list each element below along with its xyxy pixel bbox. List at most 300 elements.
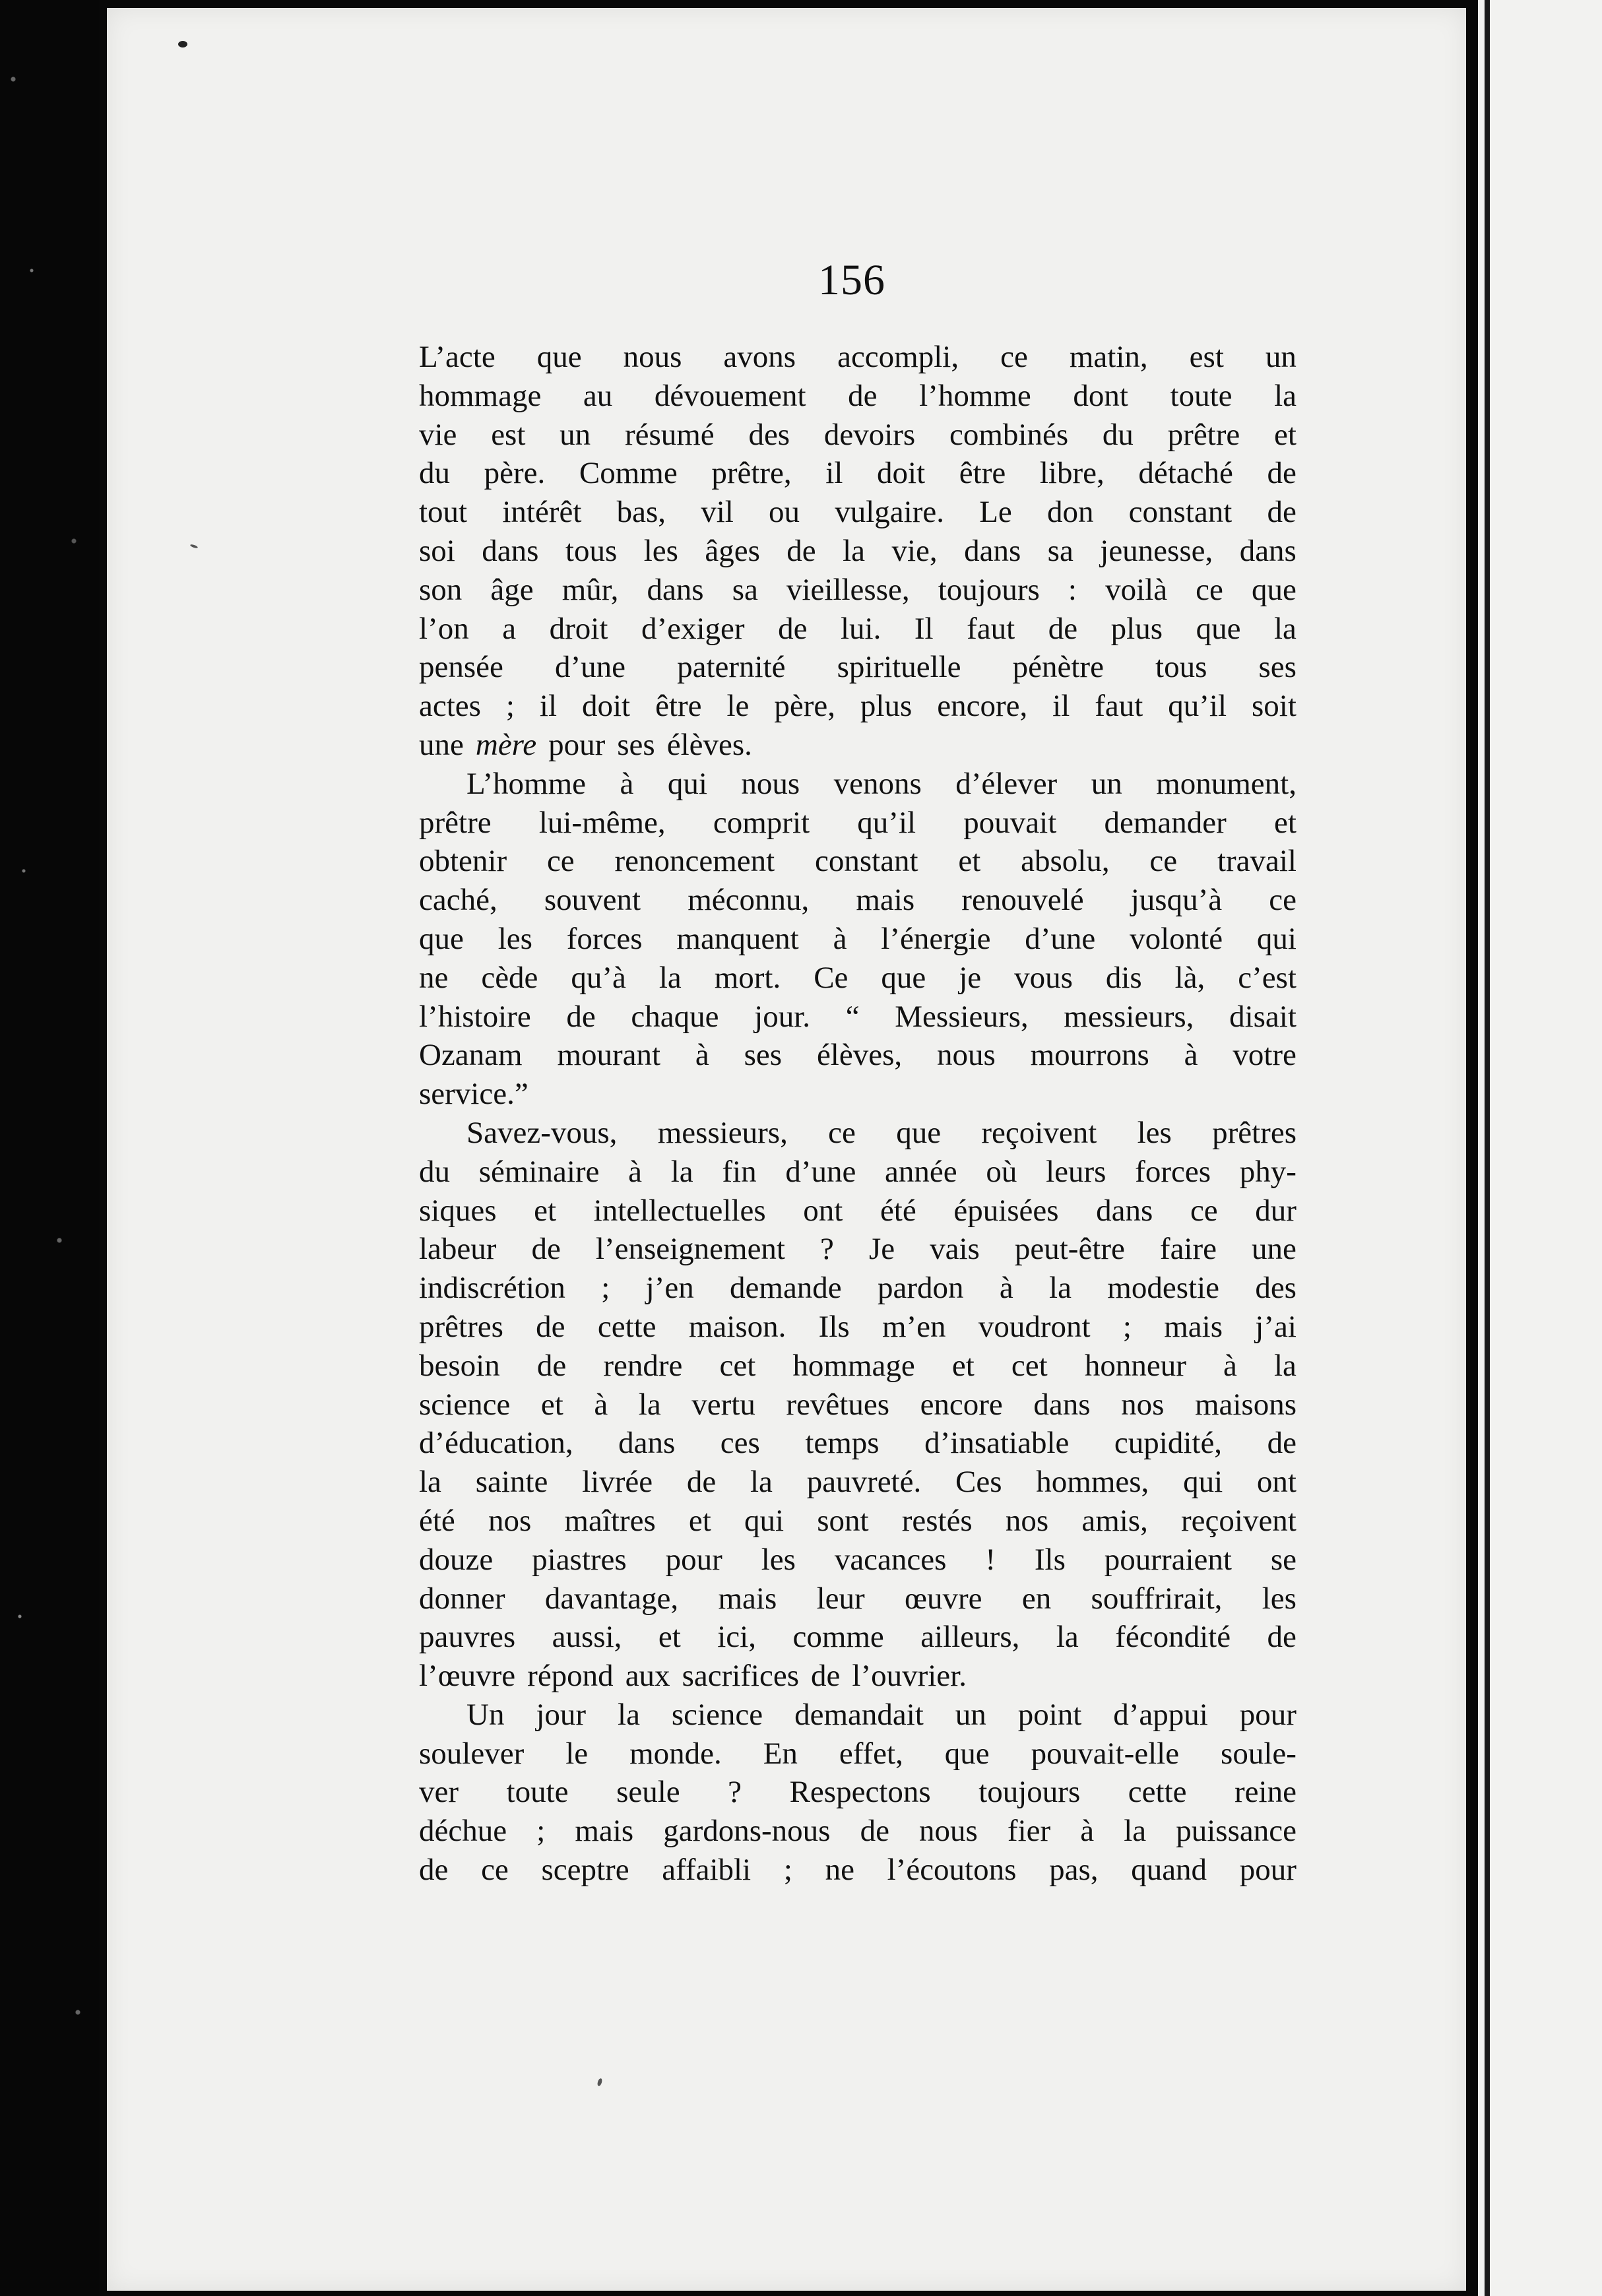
word: lui. xyxy=(841,611,881,646)
word: que xyxy=(881,960,926,995)
word: dans xyxy=(964,533,1021,568)
word: constant xyxy=(1128,495,1233,530)
word: douze xyxy=(419,1542,494,1577)
word: cupidité, xyxy=(1114,1426,1223,1461)
word: d’une xyxy=(1025,921,1096,956)
word: j’ai xyxy=(1255,1309,1297,1344)
word: faire xyxy=(1159,1232,1217,1267)
word: devoirs xyxy=(823,417,916,452)
word: fier xyxy=(1007,1814,1051,1849)
word: la xyxy=(618,1697,640,1732)
text-line xyxy=(419,1269,1297,1308)
text-line xyxy=(419,1579,1297,1618)
word: ce xyxy=(1149,844,1178,879)
word: mûr, xyxy=(561,572,619,607)
word: pauvreté. xyxy=(806,1465,922,1500)
word: ver xyxy=(419,1775,459,1810)
word: dis xyxy=(1105,960,1142,995)
word: d’insatiable xyxy=(924,1426,1070,1461)
word: année xyxy=(885,1154,957,1189)
word: ont xyxy=(1256,1465,1297,1500)
word: vertu xyxy=(691,1387,755,1422)
word: fin xyxy=(722,1154,757,1189)
word: spirituelle xyxy=(837,650,961,685)
text-line xyxy=(419,648,1297,687)
word: temps xyxy=(805,1426,880,1461)
word: il xyxy=(539,689,558,724)
word: d’appui xyxy=(1113,1697,1208,1732)
word: que xyxy=(944,1736,990,1771)
word: leur xyxy=(816,1581,865,1616)
word: voilà xyxy=(1105,572,1168,607)
word: et xyxy=(951,1348,975,1383)
word: le xyxy=(726,689,750,724)
word: modestie xyxy=(1107,1271,1219,1306)
word: du xyxy=(419,456,450,491)
word: cet xyxy=(719,1348,756,1383)
word: été xyxy=(880,1193,916,1228)
word: été xyxy=(419,1503,455,1538)
word: séminaire xyxy=(478,1154,600,1189)
word: m’en xyxy=(881,1309,946,1344)
word: ; xyxy=(1122,1309,1132,1344)
word: un xyxy=(560,417,591,452)
word: l’homme xyxy=(919,378,1031,413)
word: labeur xyxy=(419,1232,497,1267)
word: libre, xyxy=(1039,456,1105,491)
word: élèves, xyxy=(816,1038,903,1073)
text-line xyxy=(419,610,1297,649)
word: doit xyxy=(877,456,926,491)
word: sont xyxy=(817,1503,869,1538)
word: ? xyxy=(820,1232,834,1267)
word: ses xyxy=(744,1038,783,1073)
word: la xyxy=(1274,378,1297,413)
word: faut xyxy=(1095,689,1143,724)
word: ses xyxy=(1258,650,1297,685)
text-line xyxy=(419,571,1297,610)
word: ; xyxy=(536,1814,546,1849)
word: à xyxy=(1184,1038,1198,1073)
word: nous xyxy=(623,340,682,374)
word: hommage xyxy=(792,1348,915,1383)
word: ? xyxy=(728,1775,742,1810)
word: vous xyxy=(1014,960,1073,995)
word: aux xyxy=(625,1659,670,1694)
word: nos xyxy=(1121,1387,1165,1422)
word: mais xyxy=(1164,1309,1223,1344)
text-line xyxy=(419,1657,1297,1696)
word: une xyxy=(419,727,464,762)
text-line xyxy=(419,998,1297,1036)
word: reçoivent xyxy=(981,1115,1097,1150)
word: la xyxy=(1124,1814,1147,1849)
word: manquent xyxy=(676,921,799,956)
text-line xyxy=(419,1153,1297,1192)
text-line xyxy=(419,804,1297,843)
word: l’enseignement xyxy=(595,1232,785,1267)
word: pouvait xyxy=(963,805,1057,840)
word: cet xyxy=(1011,1348,1048,1383)
text-line xyxy=(419,1735,1297,1773)
word: maisons xyxy=(1194,1387,1297,1422)
word: dont xyxy=(1073,378,1128,413)
word: jusqu’à xyxy=(1130,883,1223,918)
word: est xyxy=(491,417,526,452)
scan-left-border xyxy=(0,0,99,2296)
word: constant xyxy=(814,844,918,879)
word: d’élever xyxy=(955,766,1058,801)
word: vie xyxy=(419,417,457,452)
word: où xyxy=(986,1154,1017,1189)
word: siques xyxy=(419,1193,497,1228)
text-line xyxy=(419,959,1297,998)
word: ; xyxy=(505,689,515,724)
word: messieurs, xyxy=(1064,999,1194,1034)
word: Respectons xyxy=(789,1775,931,1810)
word: âge xyxy=(490,572,534,607)
word: que xyxy=(1252,572,1297,607)
word: honneur xyxy=(1084,1348,1186,1383)
text-line xyxy=(419,1230,1297,1269)
word: travail xyxy=(1217,844,1297,879)
word: demande xyxy=(730,1271,842,1306)
text-line xyxy=(419,493,1297,532)
word: ; xyxy=(783,1853,792,1888)
word: pouvait-elle xyxy=(1031,1736,1180,1771)
word: leurs xyxy=(1046,1154,1106,1189)
word: répond xyxy=(527,1659,614,1694)
word: rendre xyxy=(603,1348,683,1383)
word: encore, xyxy=(937,689,1028,724)
word: du xyxy=(1102,417,1134,452)
word: messieurs, xyxy=(657,1115,788,1150)
word: donner xyxy=(419,1581,505,1616)
word: en xyxy=(1021,1581,1052,1616)
word: déchue xyxy=(419,1814,507,1849)
word: bas, xyxy=(616,495,666,530)
word: Ils xyxy=(1034,1542,1066,1577)
word: gardons-nous xyxy=(663,1814,831,1849)
word: du xyxy=(419,1154,450,1189)
word: œuvre xyxy=(905,1581,982,1616)
word: nous xyxy=(741,766,800,801)
word: votre xyxy=(1233,1038,1297,1073)
word: mort. xyxy=(714,960,781,995)
word: plus xyxy=(1110,611,1163,646)
word: cette xyxy=(597,1309,657,1344)
word: sa xyxy=(732,572,758,607)
word: ailleurs, xyxy=(920,1620,1020,1655)
word: demander xyxy=(1104,805,1227,840)
word: seule xyxy=(616,1775,680,1810)
word: qu’il xyxy=(857,805,916,840)
word: vais xyxy=(930,1232,980,1267)
word: épuisées xyxy=(953,1193,1059,1228)
word: qu’il xyxy=(1168,689,1227,724)
word: don xyxy=(1046,495,1094,530)
word: amis, xyxy=(1081,1503,1148,1538)
word: et xyxy=(1274,417,1297,452)
word: sa xyxy=(1047,533,1073,568)
word: prêtre xyxy=(1167,417,1240,452)
word: ce xyxy=(1196,572,1223,607)
word: ce xyxy=(1269,883,1297,918)
word: que xyxy=(1196,611,1241,646)
word: Comme xyxy=(579,456,678,491)
word: quand xyxy=(1131,1853,1207,1888)
word: pas, xyxy=(1049,1853,1099,1888)
word: davantage, xyxy=(544,1581,679,1616)
word: Messieurs, xyxy=(895,999,1029,1034)
word: méconnu, xyxy=(688,883,810,918)
word: de xyxy=(1267,495,1297,530)
word: vulgaire. xyxy=(835,495,944,530)
word: encore xyxy=(920,1387,1003,1422)
word: dur xyxy=(1255,1193,1297,1228)
text-line xyxy=(419,377,1297,416)
word: vil xyxy=(701,495,734,530)
word: ici, xyxy=(717,1620,756,1655)
word: forces xyxy=(566,921,643,956)
word: il xyxy=(1052,689,1070,724)
word: service.” xyxy=(419,1077,529,1112)
word: dans xyxy=(647,572,704,607)
text-line xyxy=(419,881,1297,920)
word: à xyxy=(695,1038,709,1073)
word: ; xyxy=(601,1271,610,1306)
word: à xyxy=(1223,1348,1237,1383)
word: toujours xyxy=(938,572,1040,607)
word: la xyxy=(658,960,682,995)
word: résumé xyxy=(624,417,715,452)
word: prêtre, xyxy=(711,456,792,491)
word: la xyxy=(843,533,866,568)
word: la xyxy=(1273,1348,1297,1383)
word: dans xyxy=(1096,1193,1153,1228)
word: de xyxy=(1267,1620,1297,1655)
word: effet, xyxy=(839,1736,903,1771)
word: l’on xyxy=(419,611,469,646)
word: et xyxy=(658,1620,681,1655)
word: jour. xyxy=(754,999,811,1034)
word: Ces xyxy=(955,1465,1002,1500)
word: qui xyxy=(1183,1465,1223,1500)
word: Je xyxy=(868,1232,895,1267)
word: comme xyxy=(792,1620,884,1655)
word: ! xyxy=(985,1542,996,1577)
word: paternité xyxy=(677,650,786,685)
word: les xyxy=(761,1542,796,1577)
word: monde. xyxy=(629,1736,722,1771)
text-line xyxy=(419,1192,1297,1230)
word: les xyxy=(497,921,532,956)
text-line xyxy=(419,532,1297,571)
word: les xyxy=(1262,1581,1297,1616)
word: avons xyxy=(723,340,796,374)
word: fécondité xyxy=(1115,1620,1231,1655)
word: et xyxy=(1274,805,1297,840)
word: élèves. xyxy=(666,727,752,762)
word: souffrirait, xyxy=(1091,1581,1223,1616)
text-line xyxy=(419,687,1297,726)
word: mais xyxy=(718,1581,777,1616)
word: point xyxy=(1017,1697,1082,1732)
word: intellectuelles xyxy=(593,1193,766,1228)
word: mais xyxy=(856,883,915,918)
word: père, xyxy=(774,689,835,724)
text-line xyxy=(419,1424,1297,1463)
word: caché, xyxy=(419,883,497,918)
page-number: 156 xyxy=(818,256,885,304)
word: soulever xyxy=(419,1736,525,1771)
word: la xyxy=(670,1154,693,1189)
word: soi xyxy=(419,533,455,568)
word: disait xyxy=(1229,999,1297,1034)
word: une xyxy=(1252,1232,1297,1267)
word: mourant xyxy=(557,1038,661,1073)
word: et xyxy=(688,1503,711,1538)
word: la xyxy=(419,1465,441,1500)
word: doit xyxy=(581,689,631,724)
word: Ozanam xyxy=(419,1038,523,1073)
word: ce xyxy=(828,1115,856,1150)
word: le xyxy=(565,1736,589,1771)
word: aussi, xyxy=(552,1620,622,1655)
word: puissance xyxy=(1176,1814,1297,1849)
word: un xyxy=(1265,340,1297,374)
word: phy- xyxy=(1239,1154,1297,1189)
word: forces xyxy=(1135,1154,1211,1189)
word: les xyxy=(643,533,678,568)
word: et xyxy=(534,1193,557,1228)
text-line xyxy=(419,920,1297,959)
text-line xyxy=(419,1618,1297,1657)
word: Ils xyxy=(818,1309,850,1344)
word: intérêt xyxy=(502,495,582,530)
word: l’énergie xyxy=(881,921,991,956)
word: mais xyxy=(575,1814,634,1849)
word: toujours xyxy=(978,1775,1081,1810)
word: mourrons xyxy=(1030,1038,1149,1073)
word: soule- xyxy=(1221,1736,1297,1771)
word: nous xyxy=(919,1814,978,1849)
word: Le xyxy=(979,495,1012,530)
word: dans xyxy=(1239,533,1297,568)
word: ne xyxy=(825,1853,854,1888)
word: sceptre xyxy=(541,1853,629,1888)
word: un xyxy=(1091,766,1122,801)
word: nos xyxy=(488,1503,532,1538)
text-line xyxy=(419,1114,1297,1153)
text-line xyxy=(419,1851,1297,1890)
word: toute xyxy=(506,1775,569,1810)
word: il xyxy=(825,456,843,491)
text-line xyxy=(419,1696,1297,1735)
word: pardon xyxy=(878,1271,964,1306)
word: que xyxy=(536,340,582,374)
text-line xyxy=(419,765,1297,804)
word: dans xyxy=(482,533,539,568)
word: venons xyxy=(833,766,922,801)
word: ce xyxy=(1000,340,1028,374)
word: vieillesse, xyxy=(786,572,910,607)
word: père. xyxy=(484,456,546,491)
word: la xyxy=(1273,611,1297,646)
word: d’exiger xyxy=(641,611,745,646)
word: à xyxy=(594,1387,608,1422)
word: cette xyxy=(1128,1775,1187,1810)
word: des xyxy=(748,417,790,452)
text-line xyxy=(419,1502,1297,1541)
word: livrée xyxy=(582,1465,653,1500)
word: vacances xyxy=(834,1542,947,1577)
word: “ xyxy=(845,999,860,1034)
word: dans xyxy=(618,1426,676,1461)
word: qui xyxy=(667,766,707,801)
word: monument, xyxy=(1156,766,1297,801)
word: revêtues xyxy=(786,1387,889,1422)
word: ce xyxy=(481,1853,509,1888)
text-line xyxy=(419,1773,1297,1812)
word: science xyxy=(671,1697,763,1732)
word: indiscrétion xyxy=(419,1271,565,1306)
text-line xyxy=(419,454,1297,493)
word: la xyxy=(750,1465,773,1500)
word: que xyxy=(896,1115,942,1150)
word: de xyxy=(566,999,596,1034)
word: âges xyxy=(705,533,760,568)
word: jeunesse, xyxy=(1100,533,1213,568)
word: j’en xyxy=(645,1271,694,1306)
word: c’est xyxy=(1238,960,1297,995)
word: plus xyxy=(860,689,913,724)
word: à xyxy=(628,1154,643,1189)
word: Ce xyxy=(814,960,849,995)
word: matin, xyxy=(1069,340,1148,374)
word: de xyxy=(778,611,808,646)
word: toute xyxy=(1170,378,1233,413)
word: l’histoire xyxy=(419,999,531,1034)
word: pensée xyxy=(419,650,503,685)
word: je xyxy=(959,960,982,995)
word: être xyxy=(655,689,702,724)
word: droit xyxy=(549,611,608,646)
word: de xyxy=(686,1465,717,1500)
text-line xyxy=(419,1812,1297,1851)
text-line xyxy=(419,726,1297,765)
word: est xyxy=(1189,340,1224,374)
word: à xyxy=(999,1271,1013,1306)
word: maison. xyxy=(688,1309,786,1344)
scan-speck xyxy=(178,41,187,48)
word: prêtres xyxy=(1212,1115,1297,1150)
word: tous xyxy=(1155,650,1207,685)
word: qui xyxy=(744,1503,785,1538)
word: au xyxy=(583,378,613,413)
text-line xyxy=(419,1036,1297,1075)
word: reçoivent xyxy=(1181,1503,1297,1538)
word: de xyxy=(848,378,878,413)
word: d’une xyxy=(785,1154,856,1189)
word: d’éducation, xyxy=(419,1426,573,1461)
word: de xyxy=(860,1814,889,1849)
word: d’une xyxy=(554,650,625,685)
word: renoncement xyxy=(614,844,775,879)
word: hommage xyxy=(419,378,542,413)
word: de xyxy=(1267,1426,1297,1461)
word: des xyxy=(1255,1271,1297,1306)
